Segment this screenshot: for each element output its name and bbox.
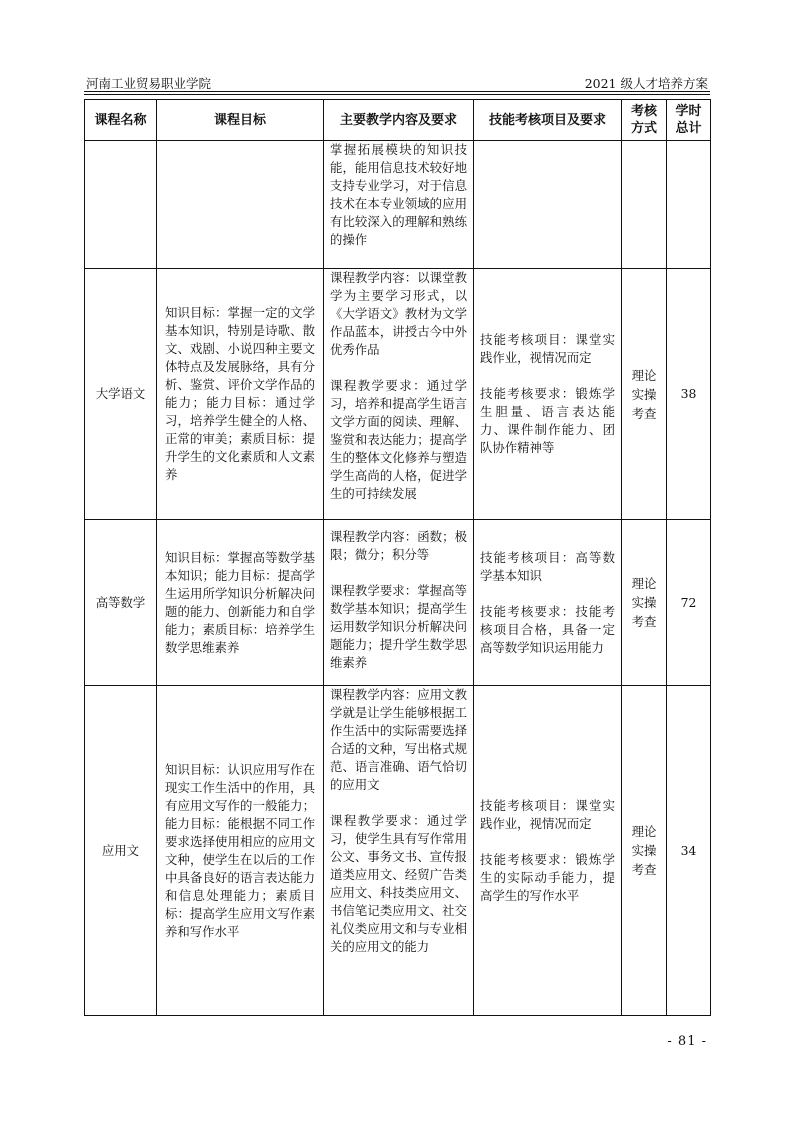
cell-course-name: 应用文 <box>85 686 157 1016</box>
cell-content <box>324 141 474 269</box>
header-course-name: 课程名称 <box>85 100 157 141</box>
cell-total-hours: 38 <box>667 269 711 520</box>
cell-skill <box>474 520 622 686</box>
content-text: 课程教学内容：应用文教学就是让学生能够根据工作生活中的实际需要选择合适的文种，写出格式规范、语言准确、语气恰切的应用文 <box>330 687 467 792</box>
cell-course-goal: 知识目标：掌握高等数学基本知识；能力目标：提高学生运用所学知识分析解决问题的能力、创新能力和自学能力；素质目标：培养学生数学思维素养 <box>157 520 324 686</box>
requirement-text: 课程教学要求：通过学习，使学生具有写作常用公文、事务文书、宣传报道类应用文、经贸广告类应用文、科技类应用文、书信笔记类应用文、社交礼仪类应用文和与专业相关的应用文的能力 <box>330 813 467 954</box>
header-assessment-method: 考核方式 <box>622 100 667 141</box>
plan-title: 2021 级人才培养方案 <box>584 76 708 91</box>
cell-course-goal: 知识目标：掌握一定的文学基本知识，特别是诗歌、散文、戏剧、小说四种主要文体特点及发展脉络，具有分析、鉴赏、评价文学作品的能力；能力目标：通过学习，培养学生健全的人格、正常的审美；素质目标：提升学生的文化素质和人文素养 <box>157 269 324 520</box>
cell-empty <box>474 141 622 269</box>
cell-empty <box>157 141 324 269</box>
cell-total-hours: 72 <box>667 520 711 686</box>
content-text: 课程教学内容：函数；极限；微分；积分等 <box>330 529 467 562</box>
cell-empty <box>85 141 157 269</box>
cell-empty <box>667 141 711 269</box>
cell-assessment-method: 理论实操考查 <box>622 269 667 520</box>
cell-skill <box>474 686 622 1016</box>
table-row-continuation <box>85 141 711 269</box>
skill-requirement-text: 技能考核要求：锻炼学生的实际动手能力，提高学生的写作水平 <box>480 851 615 903</box>
table-header-row <box>85 100 711 141</box>
cell-total-hours: 34 <box>667 686 711 1016</box>
page-number: - 81 - <box>667 1034 707 1049</box>
skill-item-text: 技能考核项目：课堂实践作业，视情况而定 <box>480 332 615 365</box>
page-header <box>84 70 710 92</box>
requirement-text: 课程教学要求：通过学习，培养和提高学生语言文学方面的阅读、理解、鉴赏和表达能力；提高学生的整体文化修养与塑造学生高尚的人格，促进学生的可持续发展 <box>330 378 467 501</box>
skill-item-text: 技能考核项目：高等数学基本知识 <box>480 549 615 583</box>
cell-content <box>324 520 474 686</box>
header-rule-thick <box>84 94 710 95</box>
header-total-hours: 学时总计 <box>667 100 711 141</box>
header-skill-assessment: 技能考核项目及要求 <box>474 100 622 141</box>
cell-skill <box>474 269 622 520</box>
cell-course-goal: 知识目标：认识应用写作在现实工作生活中的作用，具有应用文写作的一般能力；能力目标：能根据不同工作要求选择使用相应的应用文文种，使学生在以后的工作中具备良好的语言表达能力和信息处理能力；素质目标：提高学生应用文写作素养和写作水平 <box>157 686 324 1016</box>
header-rule <box>84 91 710 92</box>
course-table <box>84 99 711 1016</box>
cell-content <box>324 269 474 520</box>
cell-course-name: 高等数学 <box>85 520 157 686</box>
requirement-text: 课程教学要求：掌握高等数学基本知识；提高学生运用数学知识分析解决问题能力；提升学生数学思维素养 <box>330 583 467 670</box>
institution-name: 河南工业贸易职业学院 <box>86 76 212 91</box>
skill-requirement-text: 技能考核要求：技能考核项目合格，具备一定高等数学知识运用能力 <box>480 603 615 655</box>
table-row <box>85 686 711 1016</box>
content-text: 课程教学内容：以课堂教学为主要学习形式，以《大学语文》教材为文学作品蓝本，讲授古今中外优秀作品 <box>330 270 467 357</box>
skill-requirement-text: 技能考核要求：锻炼学生胆量、语言表达能力、课件制作能力、团队协作精神等 <box>480 386 615 455</box>
cell-content <box>324 686 474 1016</box>
table-row <box>85 520 711 686</box>
table-row <box>85 269 711 520</box>
cell-assessment-method: 理论实操考查 <box>622 686 667 1016</box>
header-course-goal: 课程目标 <box>157 100 324 141</box>
cell-course-name: 大学语文 <box>85 269 157 520</box>
skill-item-text: 技能考核项目：课堂实践作业，视情况而定 <box>480 797 615 831</box>
content-text: 掌握拓展模块的知识技能，能用信息技术较好地支持专业学习，对于信息技术在本专业领域的应用有比较深入的理解和熟练的操作 <box>330 142 467 247</box>
cell-empty <box>622 141 667 269</box>
cell-assessment-method: 理论实操考查 <box>622 520 667 686</box>
header-main-content: 主要教学内容及要求 <box>324 100 474 141</box>
